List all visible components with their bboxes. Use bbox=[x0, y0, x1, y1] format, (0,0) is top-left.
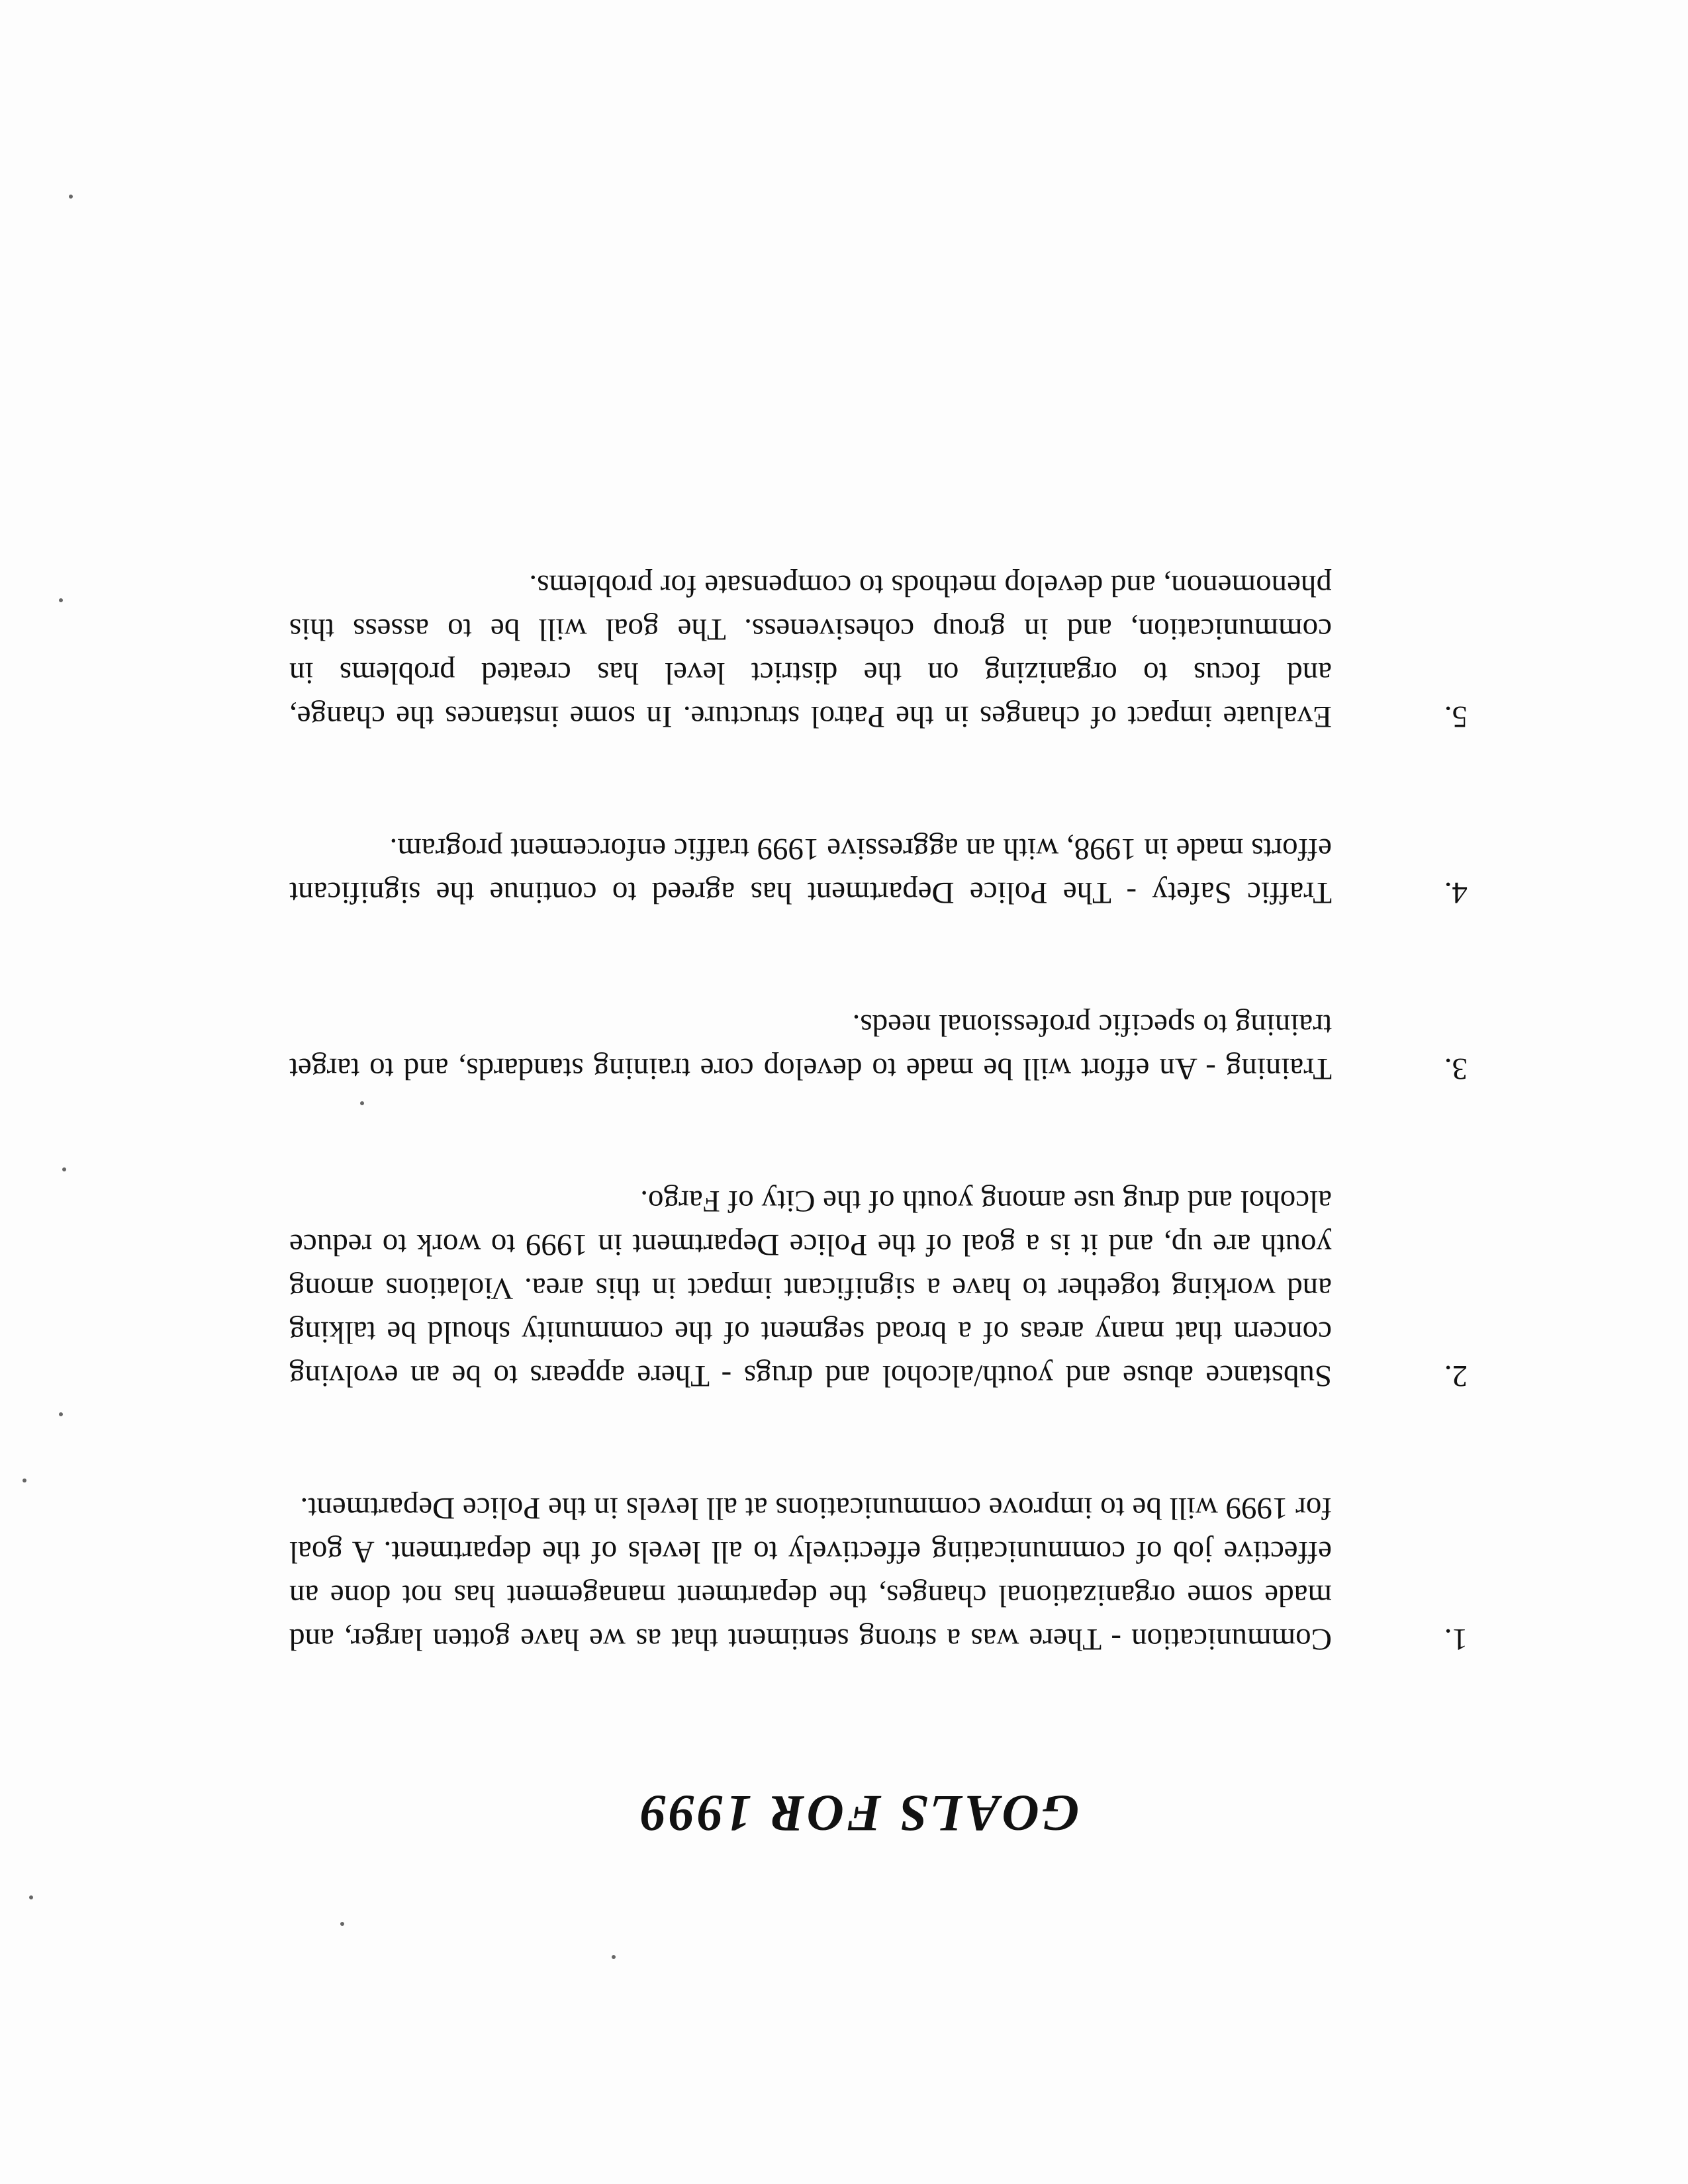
item-text: Training - An effort will be made to develop core training standards, and to target training to specific professional needs. bbox=[289, 1008, 1332, 1086]
scan-speck bbox=[23, 1479, 26, 1482]
item-number: 2. bbox=[1444, 1359, 1468, 1393]
item-number: 1. bbox=[1444, 1622, 1468, 1657]
list-item bbox=[289, 1486, 1468, 1661]
scan-speck bbox=[59, 1412, 63, 1416]
item-text: Traffic Safety - The Police Department has agreed to continue the significant efforts made in 1998, with an aggressive 1999 traffic enforcement program. bbox=[289, 832, 1332, 910]
list-item bbox=[289, 1003, 1468, 1091]
scan-speck bbox=[612, 1955, 616, 1959]
item-text: Communication - There was a strong sentiment that as we have gotten larger, and made some organizational changes, the department management has not done an effective job of communicating effectively to all levels of the department. A goal for 1999 will be to improve communications at all levels in the Police Department. bbox=[289, 1491, 1332, 1657]
scan-speck bbox=[62, 1167, 66, 1171]
document-body bbox=[289, 564, 1468, 1846]
scan-speck bbox=[59, 598, 63, 602]
item-number: 3. bbox=[1444, 1052, 1468, 1086]
list-item bbox=[289, 564, 1468, 739]
item-text: Evaluate impact of changes in the Patrol structure. In some instances the change, and focus to organizing on the district level has created problems in communication, and in group cohesiveness. The goal will be to assess this phenomenon, and develop methods to compensate for problems. bbox=[289, 569, 1332, 734]
goals-list bbox=[289, 564, 1468, 1661]
scan-speck bbox=[69, 195, 73, 199]
scan-speck bbox=[29, 1895, 33, 1899]
scan-speck bbox=[360, 1101, 364, 1105]
item-number: 5. bbox=[1444, 700, 1468, 734]
list-item bbox=[289, 827, 1468, 915]
item-number: 4. bbox=[1444, 876, 1468, 910]
item-text: Substance abuse and youth/alcohol and drugs - There appears to be an evolving concern that many areas of a broad segment of the community should be talking and working together to have a significant impact in this area. Violations among youth are up, and it is a goal of the Police Department in 1999 to work to reduce alcohol and drug use among youth of the City of Fargo. bbox=[289, 1184, 1332, 1393]
list-item bbox=[289, 1179, 1468, 1398]
page-title: GOALS FOR 1999 bbox=[637, 1785, 1080, 1843]
scan-speck bbox=[340, 1922, 344, 1926]
